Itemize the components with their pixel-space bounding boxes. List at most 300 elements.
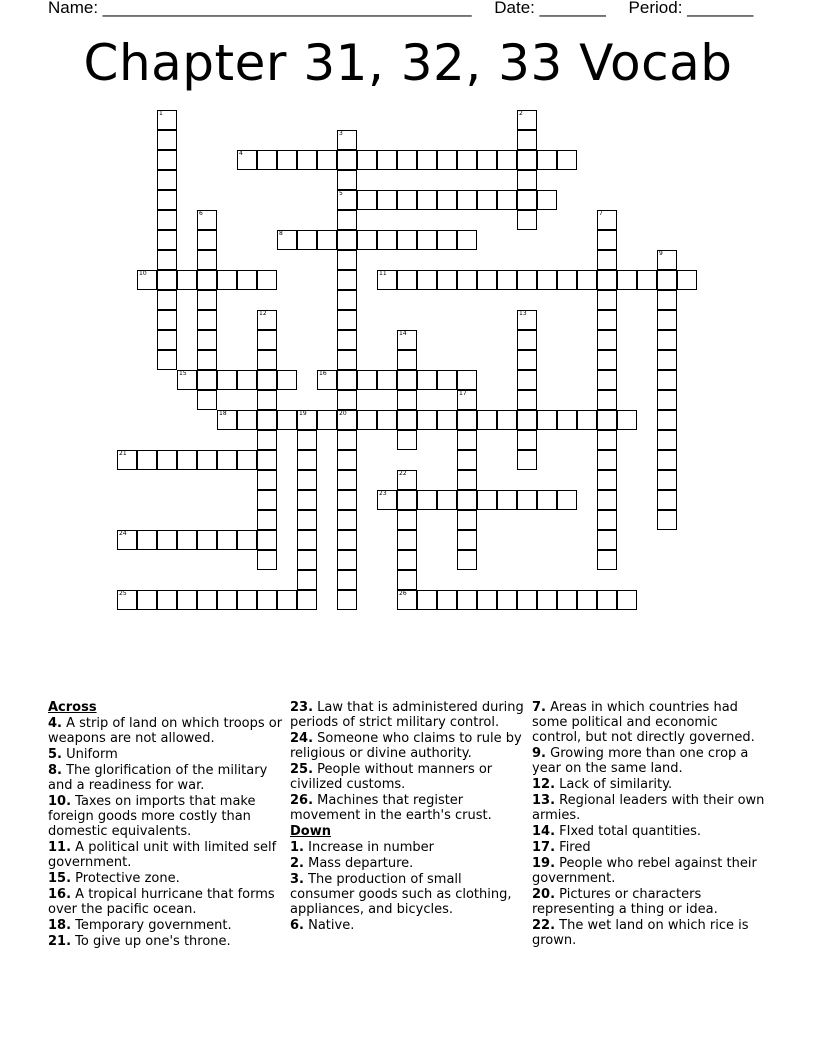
grid-cell[interactable] (337, 350, 357, 370)
grid-cell[interactable] (157, 270, 177, 290)
grid-cell[interactable] (557, 150, 577, 170)
grid-cell[interactable] (457, 530, 477, 550)
grid-cell[interactable] (597, 250, 617, 270)
grid-cell[interactable] (337, 330, 357, 350)
grid-cell[interactable] (657, 370, 677, 390)
clue-number: 14. (532, 824, 556, 839)
grid-cell[interactable] (337, 550, 357, 570)
grid-cell[interactable] (157, 330, 177, 350)
clue (290, 793, 526, 823)
grid-cell[interactable] (277, 590, 297, 610)
grid-cell[interactable] (317, 370, 337, 390)
grid-cell[interactable] (257, 310, 277, 330)
grid-cell[interactable] (437, 230, 457, 250)
grid-cell[interactable] (657, 290, 677, 310)
clue-number: 1. (290, 840, 304, 855)
clue (532, 746, 768, 776)
grid-cell[interactable] (597, 350, 617, 370)
grid-cell[interactable] (217, 450, 237, 470)
grid-cell[interactable] (317, 410, 337, 430)
grid-cell[interactable] (457, 370, 477, 390)
clue-text: Lack of similarity. (555, 777, 673, 792)
grid-cell[interactable] (257, 390, 277, 410)
grid-cell[interactable] (197, 530, 217, 550)
grid-cell[interactable] (317, 230, 337, 250)
grid-cell[interactable] (237, 150, 257, 170)
grid-cell[interactable] (337, 510, 357, 530)
grid-cell[interactable] (537, 490, 557, 510)
grid-cell[interactable] (557, 590, 577, 610)
grid-cell[interactable] (397, 390, 417, 410)
grid-cell[interactable] (197, 390, 217, 410)
grid-cell[interactable] (337, 530, 357, 550)
grid-cell[interactable] (297, 550, 317, 570)
grid-cell[interactable] (557, 410, 577, 430)
grid-cell[interactable] (177, 530, 197, 550)
grid-cell[interactable] (597, 370, 617, 390)
grid-cell[interactable] (297, 570, 317, 590)
grid-cell[interactable] (517, 130, 537, 150)
grid-cell[interactable] (497, 270, 517, 290)
grid-cell[interactable] (517, 370, 537, 390)
grid-cell[interactable] (637, 270, 657, 290)
grid-cell[interactable] (597, 330, 617, 350)
grid-cell[interactable] (657, 510, 677, 530)
grid-cell[interactable] (157, 450, 177, 470)
grid-cell[interactable] (257, 590, 277, 610)
grid-cell[interactable] (197, 350, 217, 370)
grid-cell[interactable] (557, 490, 577, 510)
grid-cell[interactable] (297, 230, 317, 250)
grid-cell[interactable] (157, 230, 177, 250)
grid-cell[interactable] (457, 390, 477, 410)
grid-cell[interactable] (597, 550, 617, 570)
grid-cell[interactable] (257, 550, 277, 570)
grid-cell[interactable] (297, 150, 317, 170)
grid-cell[interactable] (457, 230, 477, 250)
grid-cell[interactable] (397, 270, 417, 290)
grid-cell[interactable] (597, 390, 617, 410)
grid-cell[interactable] (157, 170, 177, 190)
grid-cell[interactable] (337, 270, 357, 290)
grid-cell[interactable] (517, 110, 537, 130)
grid-cell[interactable] (517, 170, 537, 190)
grid-cell[interactable] (397, 230, 417, 250)
grid-cell[interactable] (577, 410, 597, 430)
grid-number: 19 (299, 410, 307, 417)
grid-cell[interactable] (337, 390, 357, 410)
grid-cell[interactable] (257, 150, 277, 170)
grid-cell[interactable] (397, 490, 417, 510)
grid-cell[interactable] (497, 190, 517, 210)
grid-cell[interactable] (337, 370, 357, 390)
grid-cell[interactable] (417, 590, 437, 610)
grid-cell[interactable] (177, 370, 197, 390)
grid-cell[interactable] (197, 270, 217, 290)
grid-cell[interactable] (137, 270, 157, 290)
grid-cell[interactable] (237, 270, 257, 290)
grid-cell[interactable] (577, 590, 597, 610)
grid-cell[interactable] (357, 150, 377, 170)
clue (48, 887, 284, 917)
clue-number: 26. (290, 793, 314, 808)
grid-cell[interactable] (237, 590, 257, 610)
grid-cell[interactable] (217, 530, 237, 550)
grid-cell[interactable] (257, 450, 277, 470)
clue-number: 9. (532, 746, 546, 761)
grid-cell[interactable] (377, 490, 397, 510)
grid-cell[interactable] (437, 270, 457, 290)
grid-cell[interactable] (617, 410, 637, 430)
grid-cell[interactable] (117, 450, 137, 470)
grid-cell[interactable] (457, 510, 477, 530)
clue (532, 918, 768, 948)
grid-cell[interactable] (457, 430, 477, 450)
grid-cell[interactable] (397, 530, 417, 550)
grid-cell[interactable] (517, 390, 537, 410)
grid-cell[interactable] (557, 270, 577, 290)
grid-cell[interactable] (457, 470, 477, 490)
grid-cell[interactable] (397, 370, 417, 390)
grid-cell[interactable] (597, 490, 617, 510)
grid-cell[interactable] (257, 490, 277, 510)
grid-cell[interactable] (537, 590, 557, 610)
grid-cell[interactable] (397, 150, 417, 170)
grid-cell[interactable] (277, 230, 297, 250)
grid-cell[interactable] (337, 230, 357, 250)
grid-cell[interactable] (257, 410, 277, 430)
grid-cell[interactable] (337, 130, 357, 150)
grid-cell[interactable] (377, 230, 397, 250)
grid-cell[interactable] (337, 590, 357, 610)
grid-cell[interactable] (517, 430, 537, 450)
grid-cell[interactable] (397, 410, 417, 430)
grid-cell[interactable] (597, 270, 617, 290)
grid-cell[interactable] (177, 590, 197, 610)
date-field-label[interactable]: Date: _______ (494, 0, 606, 17)
grid-cell[interactable] (297, 450, 317, 470)
grid-cell[interactable] (657, 390, 677, 410)
grid-cell[interactable] (137, 450, 157, 470)
grid-cell[interactable] (417, 490, 437, 510)
grid-cell[interactable] (377, 150, 397, 170)
grid-cell[interactable] (457, 410, 477, 430)
down-heading: Down (290, 824, 331, 839)
grid-cell[interactable] (257, 330, 277, 350)
grid-cell[interactable] (397, 330, 417, 350)
grid-cell[interactable] (457, 490, 477, 510)
grid-cell[interactable] (517, 490, 537, 510)
grid-cell[interactable] (457, 590, 477, 610)
grid-cell[interactable] (477, 590, 497, 610)
grid-cell[interactable] (477, 410, 497, 430)
grid-cell[interactable] (657, 410, 677, 430)
grid-cell[interactable] (497, 150, 517, 170)
grid-cell[interactable] (277, 410, 297, 430)
grid-cell[interactable] (437, 370, 457, 390)
grid-cell[interactable] (117, 530, 137, 550)
grid-cell[interactable] (177, 270, 197, 290)
grid-cell[interactable] (277, 370, 297, 390)
grid-cell[interactable] (537, 410, 557, 430)
clue (532, 700, 768, 745)
grid-cell[interactable] (297, 490, 317, 510)
grid-cell[interactable] (197, 230, 217, 250)
grid-cell[interactable] (377, 410, 397, 430)
grid-cell[interactable] (337, 310, 357, 330)
grid-cell[interactable] (517, 310, 537, 330)
grid-cell[interactable] (197, 450, 217, 470)
grid-cell[interactable] (597, 530, 617, 550)
grid-cell[interactable] (457, 270, 477, 290)
grid-cell[interactable] (177, 450, 197, 470)
grid-cell[interactable] (477, 150, 497, 170)
grid-cell[interactable] (657, 450, 677, 470)
grid-cell[interactable] (657, 250, 677, 270)
grid-cell[interactable] (597, 450, 617, 470)
grid-cell[interactable] (257, 430, 277, 450)
grid-cell[interactable] (537, 150, 557, 170)
grid-cell[interactable] (257, 370, 277, 390)
grid-cell[interactable] (477, 490, 497, 510)
grid-cell[interactable] (157, 150, 177, 170)
grid-cell[interactable] (517, 410, 537, 430)
grid-cell[interactable] (657, 430, 677, 450)
grid-cell[interactable] (357, 410, 377, 430)
grid-cell[interactable] (417, 230, 437, 250)
grid-cell[interactable] (577, 270, 597, 290)
grid-cell[interactable] (397, 470, 417, 490)
grid-cell[interactable] (337, 170, 357, 190)
grid-cell[interactable] (257, 270, 277, 290)
grid-cell[interactable] (337, 210, 357, 230)
grid-cell[interactable] (157, 530, 177, 550)
grid-cell[interactable] (297, 410, 317, 430)
grid-cell[interactable] (137, 590, 157, 610)
period-field-label[interactable]: Period: _______ (628, 0, 754, 17)
grid-cell[interactable] (657, 470, 677, 490)
grid-cell[interactable] (597, 590, 617, 610)
grid-cell[interactable] (597, 510, 617, 530)
grid-cell[interactable] (457, 450, 477, 470)
grid-cell[interactable] (197, 370, 217, 390)
grid-cell[interactable] (657, 350, 677, 370)
clue (290, 700, 526, 730)
grid-cell[interactable] (517, 210, 537, 230)
grid-cell[interactable] (157, 130, 177, 150)
clue-number: 7. (532, 700, 546, 715)
grid-number: 1 (159, 110, 163, 117)
clue (48, 794, 284, 839)
grid-cell[interactable] (297, 590, 317, 610)
grid-cell[interactable] (397, 550, 417, 570)
grid-cell[interactable] (457, 150, 477, 170)
grid-cell[interactable] (397, 350, 417, 370)
grid-cell[interactable] (417, 190, 437, 210)
grid-cell[interactable] (337, 470, 357, 490)
name-field-label[interactable]: Name: _______________________________________ (48, 0, 472, 17)
grid-cell[interactable] (657, 310, 677, 330)
grid-cell[interactable] (417, 410, 437, 430)
clue-text: Fired (555, 840, 591, 855)
grid-cell[interactable] (397, 590, 417, 610)
grid-cell[interactable] (457, 550, 477, 570)
grid-cell[interactable] (157, 590, 177, 610)
clue-number: 20. (532, 887, 556, 902)
grid-cell[interactable] (597, 210, 617, 230)
grid-cell[interactable] (357, 190, 377, 210)
grid-cell[interactable] (597, 410, 617, 430)
grid-cell[interactable] (477, 190, 497, 210)
clue-text: Uniform (61, 747, 118, 762)
grid-cell[interactable] (597, 430, 617, 450)
grid-cell[interactable] (117, 590, 137, 610)
grid-cell[interactable] (677, 270, 697, 290)
grid-cell[interactable] (337, 450, 357, 470)
grid-cell[interactable] (237, 410, 257, 430)
grid-number: 12 (259, 310, 267, 317)
grid-number: 18 (219, 410, 227, 417)
grid-cell[interactable] (337, 570, 357, 590)
grid-cell[interactable] (157, 190, 177, 210)
grid-cell[interactable] (157, 250, 177, 270)
grid-cell[interactable] (657, 490, 677, 510)
clue-text: Someone who claims to rule by religious or divine authority. (290, 731, 522, 761)
grid-cell[interactable] (217, 410, 237, 430)
grid-cell[interactable] (517, 150, 537, 170)
grid-cell[interactable] (137, 530, 157, 550)
grid-cell[interactable] (197, 210, 217, 230)
grid-cell[interactable] (517, 590, 537, 610)
clue (290, 856, 526, 871)
grid-cell[interactable] (397, 510, 417, 530)
grid-number: 5 (339, 190, 343, 197)
grid-cell[interactable] (437, 190, 457, 210)
grid-cell[interactable] (497, 490, 517, 510)
grid-cell[interactable] (217, 590, 237, 610)
clue-text: Increase in number (303, 840, 434, 855)
grid-cell[interactable] (157, 310, 177, 330)
clues-column-2 (290, 700, 526, 934)
grid-number: 11 (379, 270, 387, 277)
grid-cell[interactable] (417, 150, 437, 170)
clue-text: Pictures or characters representing a thing or idea. (532, 887, 718, 917)
grid-cell[interactable] (437, 150, 457, 170)
grid-number: 26 (399, 590, 407, 597)
grid-cell[interactable] (337, 430, 357, 450)
grid-cell[interactable] (237, 370, 257, 390)
grid-cell[interactable] (297, 470, 317, 490)
grid-number: 7 (599, 210, 603, 217)
grid-cell[interactable] (437, 590, 457, 610)
grid-cell[interactable] (357, 370, 377, 390)
grid-cell[interactable] (277, 150, 297, 170)
grid-cell[interactable] (597, 290, 617, 310)
grid-cell[interactable] (337, 190, 357, 210)
grid-cell[interactable] (337, 290, 357, 310)
grid-cell[interactable] (337, 490, 357, 510)
grid-cell[interactable] (197, 290, 217, 310)
grid-cell[interactable] (477, 270, 497, 290)
grid-number: 20 (339, 410, 347, 417)
clue (48, 840, 284, 870)
grid-cell[interactable] (517, 450, 537, 470)
grid-cell[interactable] (157, 350, 177, 370)
grid-cell[interactable] (257, 470, 277, 490)
grid-cell[interactable] (517, 330, 537, 350)
grid-cell[interactable] (297, 510, 317, 530)
grid-cell[interactable] (497, 590, 517, 610)
grid-cell[interactable] (597, 310, 617, 330)
grid-cell[interactable] (437, 410, 457, 430)
grid-cell[interactable] (317, 150, 337, 170)
grid-cell[interactable] (397, 430, 417, 450)
across-heading: Across (48, 700, 97, 715)
grid-cell[interactable] (377, 190, 397, 210)
grid-cell[interactable] (397, 570, 417, 590)
grid-cell[interactable] (517, 270, 537, 290)
grid-cell[interactable] (237, 530, 257, 550)
grid-cell[interactable] (237, 450, 257, 470)
grid-cell[interactable] (617, 590, 637, 610)
grid-cell[interactable] (157, 210, 177, 230)
grid-cell[interactable] (197, 250, 217, 270)
grid-cell[interactable] (257, 510, 277, 530)
grid-cell[interactable] (297, 430, 317, 450)
grid-cell[interactable] (617, 270, 637, 290)
grid-cell[interactable] (537, 190, 557, 210)
clue (532, 777, 768, 792)
grid-cell[interactable] (217, 270, 237, 290)
grid-cell[interactable] (497, 410, 517, 430)
grid-cell[interactable] (657, 330, 677, 350)
clue-number: 22. (532, 918, 556, 933)
grid-cell[interactable] (517, 350, 537, 370)
grid-cell[interactable] (597, 470, 617, 490)
clue-text: The production of small consumer goods such as clothing, appliances, and bicycles. (290, 872, 512, 917)
grid-cell[interactable] (217, 370, 237, 390)
clue-number: 17. (532, 840, 556, 855)
clue-number: 3. (290, 872, 304, 887)
grid-cell[interactable] (537, 270, 557, 290)
grid-cell[interactable] (397, 190, 417, 210)
clue-number: 4. (48, 716, 62, 731)
grid-cell[interactable] (337, 150, 357, 170)
grid-cell[interactable] (517, 190, 537, 210)
grid-cell[interactable] (457, 190, 477, 210)
grid-cell[interactable] (157, 290, 177, 310)
grid-cell[interactable] (417, 270, 437, 290)
grid-cell[interactable] (257, 530, 277, 550)
grid-cell[interactable] (197, 330, 217, 350)
grid-cell[interactable] (377, 270, 397, 290)
grid-cell[interactable] (157, 110, 177, 130)
grid-number: 8 (279, 230, 283, 237)
grid-cell[interactable] (437, 490, 457, 510)
grid-cell[interactable] (377, 370, 397, 390)
grid-cell[interactable] (197, 310, 217, 330)
grid-cell[interactable] (597, 230, 617, 250)
grid-cell[interactable] (337, 410, 357, 430)
grid-cell[interactable] (197, 590, 217, 610)
grid-cell[interactable] (357, 230, 377, 250)
grid-cell[interactable] (417, 370, 437, 390)
clue-number: 15. (48, 871, 72, 886)
grid-cell[interactable] (657, 270, 677, 290)
grid-cell[interactable] (297, 530, 317, 550)
grid-cell[interactable] (337, 250, 357, 270)
grid-cell[interactable] (257, 350, 277, 370)
